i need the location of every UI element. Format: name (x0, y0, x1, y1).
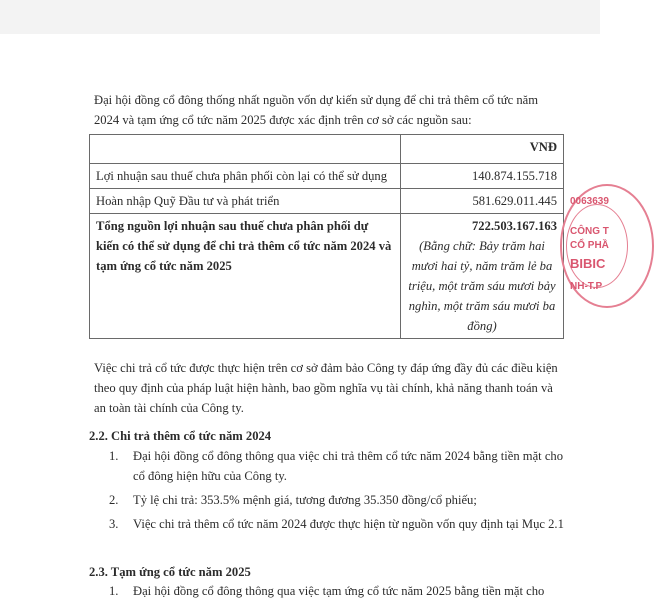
intro-paragraph: Đại hội đồng cổ đông thống nhất nguồn vốn dự kiến sử dụng để chi trả thêm cổ tức năm 2024 và tạm ứng cổ tức năm 2025 được xác định trên cơ sở các nguồn sau: (94, 93, 539, 127)
section-heading-2-2: 2.2. Chi trả thêm cổ tức năm 2024 (89, 429, 272, 443)
company-seal-stamp: 0063639 CÔNG T CỔ PHẦ BIBIC NH-T.P (560, 184, 654, 308)
table-row (90, 135, 564, 164)
table-row-total (90, 214, 564, 339)
total-in-words: (Bằng chữ: Bảy trăm hai mươi hai tỷ, năm trăm lẻ ba triệu, một trăm sáu mươi bảy nghìn, một trăm sáu mươi ba đồng) (408, 239, 556, 333)
list-item: 2. Tỷ lệ chi trả: 353.5% mệnh giá, tương đương 35.350 đồng/cổ phiếu; (109, 493, 477, 507)
section-heading-2-3: 2.3. Tạm ứng cổ tức năm 2025 (89, 565, 251, 579)
row-value: 140.874.155.718 (401, 164, 564, 189)
table-row (90, 189, 564, 214)
viewer-toolbar (0, 0, 600, 35)
total-value: 722.503.167.163 (471, 219, 557, 233)
row-label: Hoàn nhập Quỹ Đầu tư và phát triển (90, 189, 401, 214)
currency-header: VNĐ (529, 140, 557, 154)
conditions-paragraph: Việc chi trả cổ tức được thực hiện trên cơ sở đảm bảo Công ty đáp ứng đầy đủ các điều kiện theo quy định của pháp luật hiện hành, bao gồm nghĩa vụ tài chính, khả năng thanh toán và an toàn tài chính của Công ty. (94, 361, 558, 415)
total-label: Tổng nguồn lợi nhuận sau thuế chưa phân phối dự kiến có thể sử dụng để chi trả thêm cổ tức năm 2024 và tạm ứng cổ tức năm 2025 (90, 214, 401, 339)
row-label: Lợi nhuận sau thuế chưa phân phối còn lại có thể sử dụng (90, 164, 401, 189)
row-value: 581.629.011.445 (401, 189, 564, 214)
funding-sources-table (89, 134, 564, 339)
list-item: 3. Việc chi trả thêm cổ tức năm 2024 được thực hiện từ nguồn vốn quy định tại Mục 2.1 (109, 517, 564, 531)
list-item: 1. Đại hội đồng cổ đông thông qua việc chi trả thêm cổ tức năm 2024 bằng tiền mặt cho cổ đông hiện hữu của Công ty. (109, 449, 564, 483)
table-row (90, 164, 564, 189)
list-item: 1. Đại hội đồng cổ đông thông qua việc tạm ứng cổ tức năm 2025 bằng tiền mặt cho (109, 584, 545, 598)
